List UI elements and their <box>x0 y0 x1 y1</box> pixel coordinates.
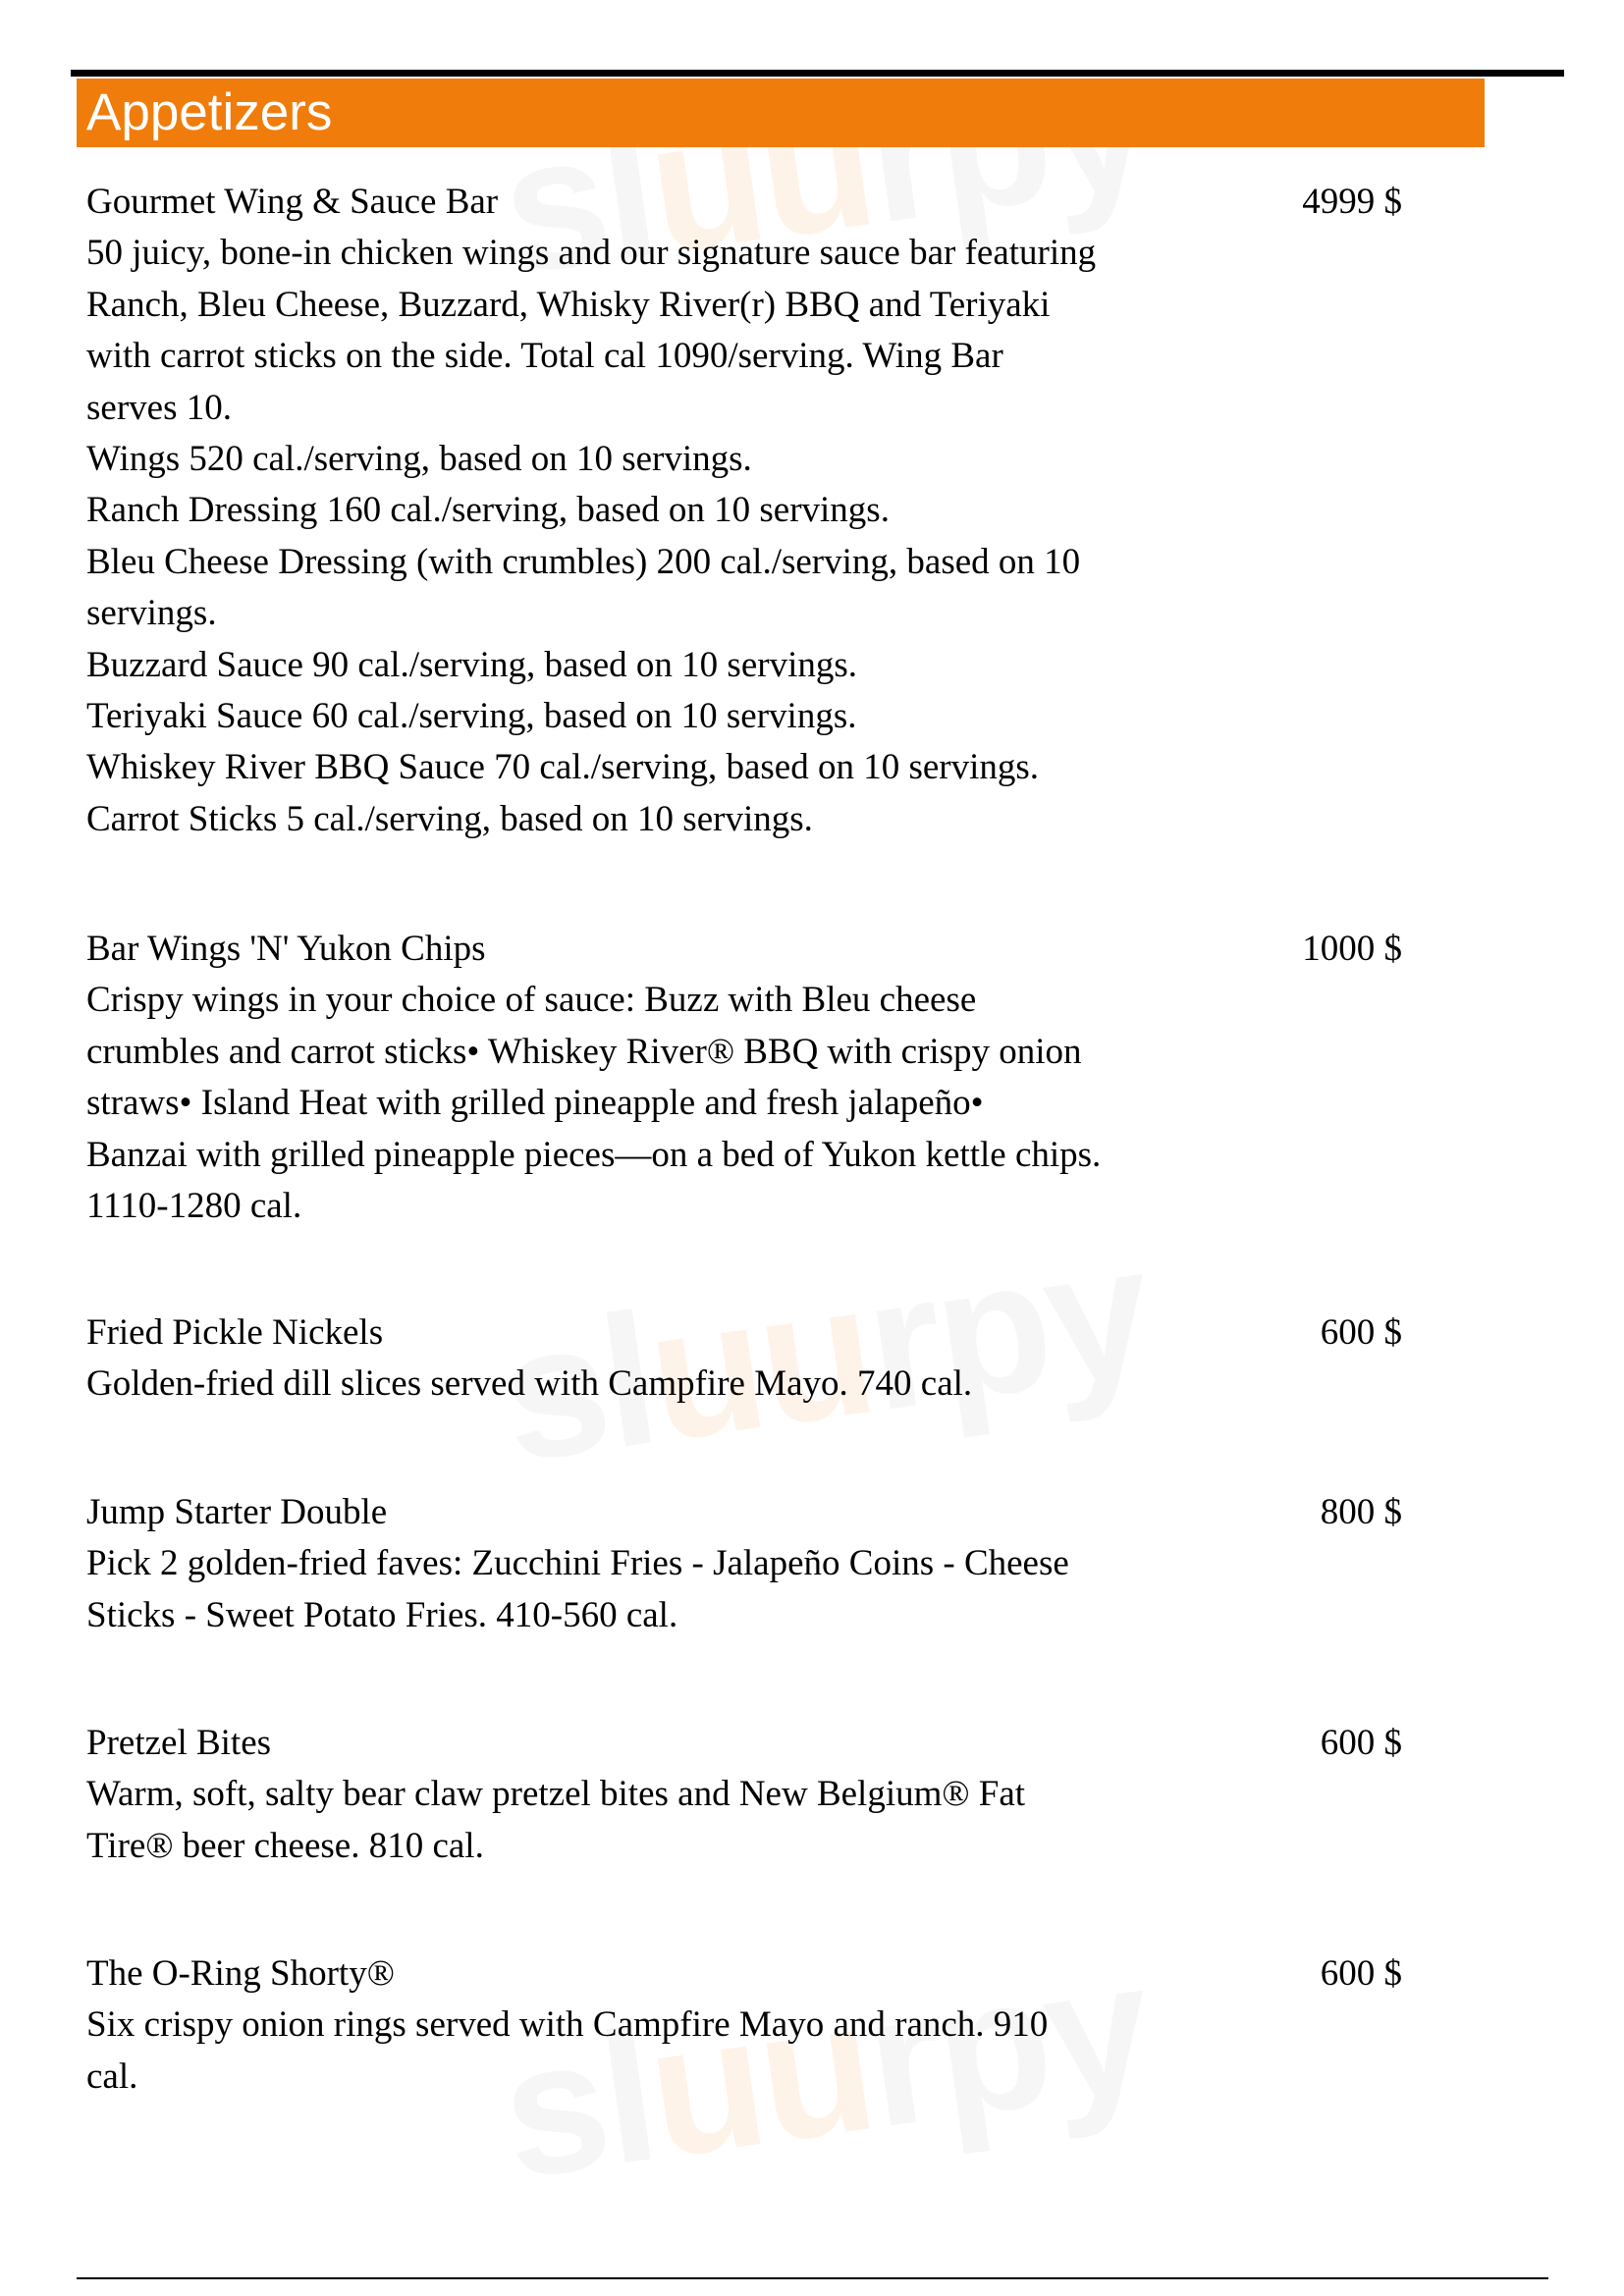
item-description: Six crispy onion rings served with Campfire Mayo and ranch. 910 cal. <box>86 2004 1049 2097</box>
item-price: 1000 $ <box>1302 929 1402 969</box>
item-price: 600 $ <box>1320 1953 1402 1994</box>
item-description: Golden-fried dill slices served with Campfire Mayo. 740 cal. <box>86 1363 973 1405</box>
item-name: Jump Starter Double <box>86 1492 388 1532</box>
menu-item <box>86 1949 1402 2103</box>
item-price: 600 $ <box>1320 1312 1402 1353</box>
watermark-logo: sluurpy <box>490 1205 1160 1502</box>
item-price: 800 $ <box>1320 1492 1402 1532</box>
watermark-logo: sluurpy <box>490 1922 1160 2218</box>
item-price: 600 $ <box>1320 1723 1402 1763</box>
menu-item <box>86 1487 1402 1641</box>
item-description: Warm, soft, salty bear claw pretzel bites and New Belgium® Fat Tire® beer cheese. 810 cal. <box>86 1774 1026 1866</box>
menu-item <box>86 177 1402 845</box>
menu-item <box>86 1718 1402 1872</box>
item-description: Crispy wings in your choice of sauce: Buzz with Bleu cheese crumbles and carrot sticks• Whiskey River® BBQ with crispy onion straws• Island Heat with grilled pineapple and fresh jalapeño• Banzai with grilled pineapple pieces—on a bed of Yukon kettle chips. 1110-1280 cal. <box>86 980 1102 1227</box>
bottom-rule <box>77 2277 1548 2279</box>
item-price: 4999 $ <box>1302 182 1402 222</box>
item-name: The O-Ring Shorty® <box>86 1953 395 1994</box>
watermark-logo: sluu <box>490 56 884 314</box>
menu-item <box>86 1308 1402 1411</box>
item-name: Bar Wings 'N' Yukon Chips <box>86 929 486 969</box>
item-description: Pick 2 golden-fried faves: Zucchini Fries - Jalapeño Coins - Cheese Sticks - Sweet Potato Fries. 410-560 cal. <box>86 1543 1069 1635</box>
section-header <box>77 79 1485 147</box>
item-name: Pretzel Bites <box>86 1723 272 1763</box>
item-description: 50 juicy, bone-in chicken wings and our signature sauce bar featuring Ranch, Bleu Cheese, Buzzard, Whisky River(r) BBQ and Teriyaki with carrot sticks on the side. Total cal 1090/serving. Wing Bar serves 10. Wings 520 cal./serving, based on 10 servings. Ranch Dressing 160 cal./serving, based on 10 servings. Bleu Cheese Dressing (with crumbles) 200 cal./serving, based on 10 servings. Buzzard Sauce 90 cal./serving, based on 10 servings. Teriyaki Sauce 60 cal./serving, based on 10 servings. Whiskey River BBQ Sauce 70 cal./serving, based on 10 servings. Carrot Sticks 5 cal./serving, based on 10 servings. <box>86 233 1097 839</box>
item-name: Fried Pickle Nickels <box>86 1312 384 1353</box>
section-title: Appetizers <box>86 83 333 141</box>
item-name: Gourmet Wing & Sauce Bar <box>86 182 499 222</box>
top-rule <box>71 70 1564 77</box>
menu-item <box>86 924 1402 1232</box>
